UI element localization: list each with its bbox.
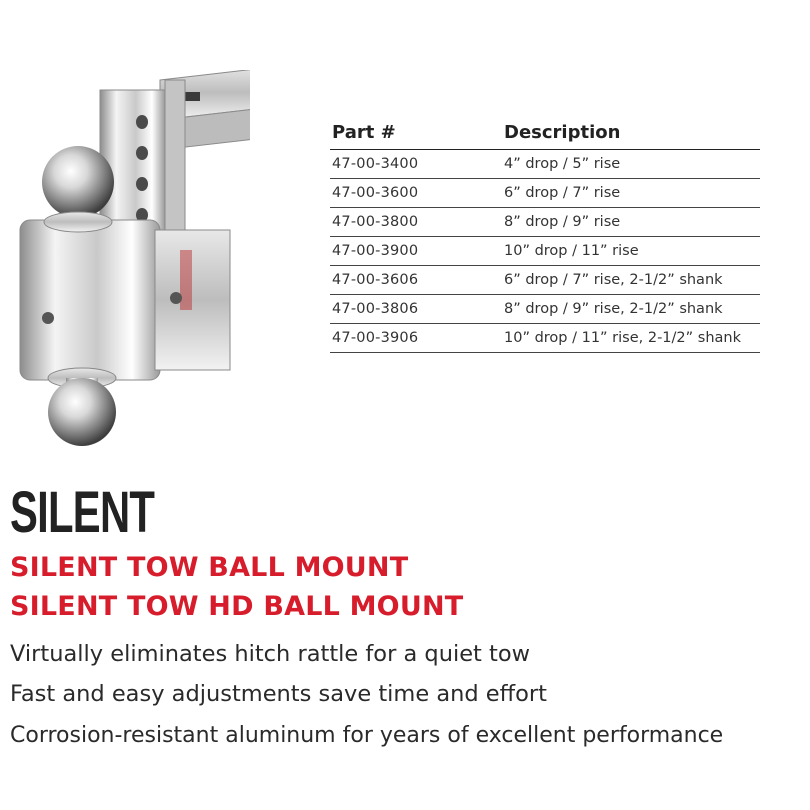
part-number-cell: 47-00-3906 [330, 324, 502, 353]
part-number-table [330, 118, 760, 353]
feature-text: Virtually eliminates hitch rattle for a quiet tow [10, 641, 531, 667]
part-number-cell: 47-00-3400 [330, 150, 502, 179]
description-cell: 10” drop / 11” rise, 2-1/2” shank [502, 324, 760, 353]
ball-mount-product-image [0, 70, 250, 450]
mount-block [20, 220, 230, 380]
part-number-cell: 47-00-3606 [330, 266, 502, 295]
table-row [330, 179, 760, 208]
table-row [330, 295, 760, 324]
description-cell: 6” drop / 7” rise, 2-1/2” shank [502, 266, 760, 295]
description-cell: 8” drop / 9” rise [502, 208, 760, 237]
table-row [330, 266, 760, 295]
description-cell: 8” drop / 9” rise, 2-1/2” shank [502, 295, 760, 324]
part-number-cell: 47-00-3600 [330, 179, 502, 208]
table-row [330, 208, 760, 237]
table-row [330, 150, 760, 179]
feature-text: Corrosion-resistant aluminum for years of excellent performance [10, 723, 724, 748]
description-cell: 6” drop / 7” rise [502, 179, 760, 208]
bottom-hitch-ball [48, 368, 116, 446]
table-row [330, 324, 760, 353]
top-hitch-ball [42, 146, 114, 232]
part-number-cell: 47-00-3806 [330, 295, 502, 324]
feature-text: Fast and easy adjustments save time and effort [10, 681, 547, 707]
product-line-title: SILENT TOW HD BALL MOUNT [10, 591, 464, 622]
description-cell: 10” drop / 11” rise [502, 237, 760, 266]
part-number-header: Part # [330, 118, 502, 150]
description-header: Description [502, 118, 760, 150]
product-line-title: SILENT TOW BALL MOUNT [10, 552, 409, 583]
description-cell: 4” drop / 5” rise [502, 150, 760, 179]
part-number-cell: 47-00-3800 [330, 208, 502, 237]
part-number-cell: 47-00-3900 [330, 237, 502, 266]
table-row [330, 237, 760, 266]
table-header-row [330, 118, 760, 150]
brand-logo-text: SILENT [10, 480, 155, 545]
